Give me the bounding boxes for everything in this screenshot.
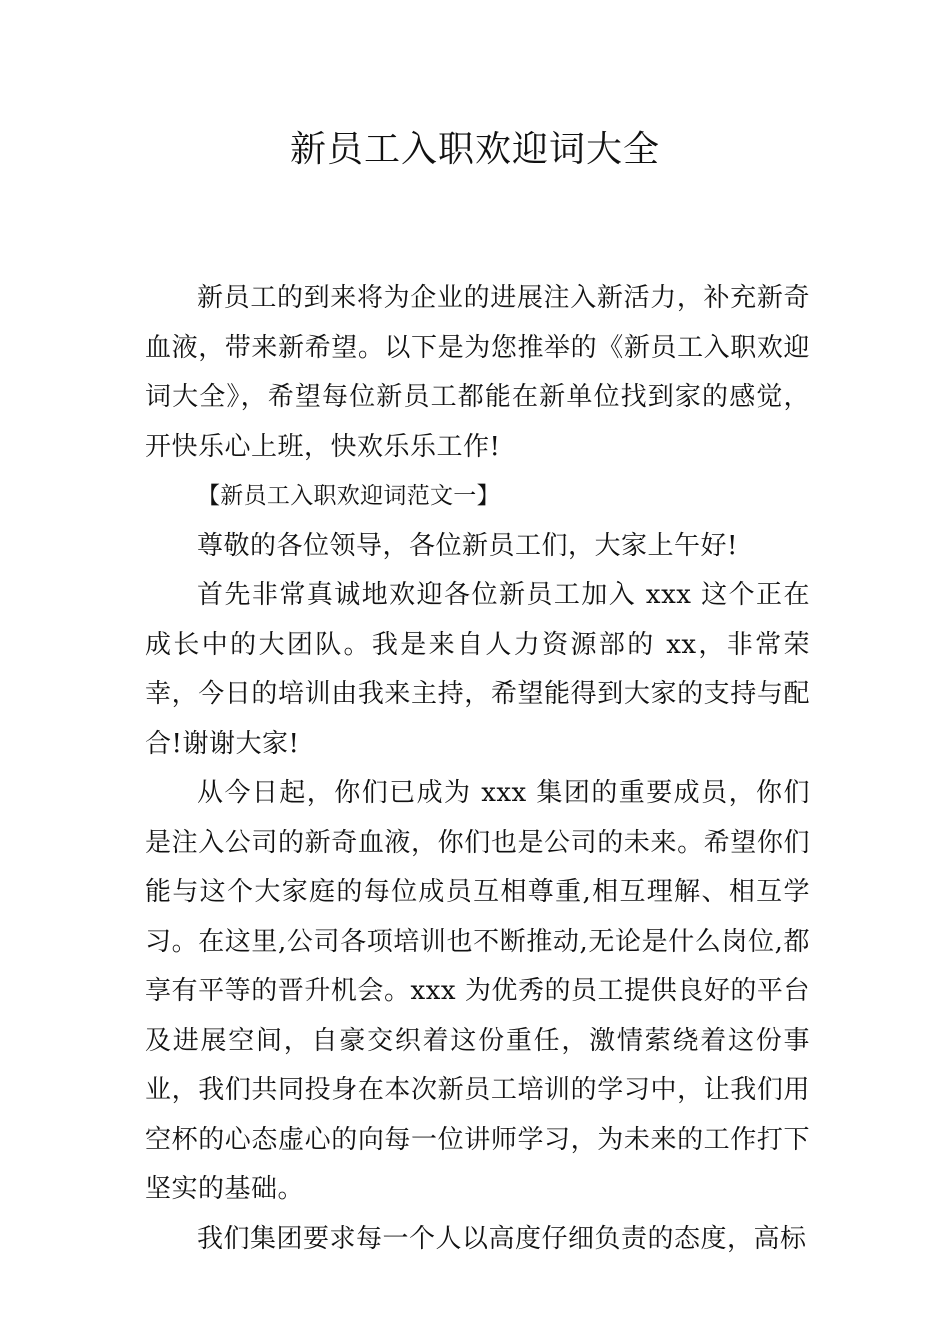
body-paragraph: 从今日起，你们已成为 xxx 集团的重要成员，你们是注入公司的新奇血液，你们也是公司的未来。希望你们能与这个大家庭的每位成员互相尊重,相互理解、相互学习。在这里,公司各项培训也不断推动,无论是什么岗位,都享有平等的晋升机会。xxx 为优秀的员工提供良好的平台及进展空间，自豪交织着这份重任，激情萦绕着这份事业，我们共同投身在本次新员工培训的学习中，让我们用空杯的心态虚心的向每一位讲师学习，为未来的工作打下坚实的基础。 xyxy=(145,778,810,1204)
document-body xyxy=(145,274,810,1264)
intro-paragraph: 新员工的到来将为企业的进展注入新活力，补充新奇血液，带来新希望。以下是为您推举的《新员工入职欢迎词大全》，希望每位新员工都能在新单位找到家的感觉，开快乐心上班，快欢乐乐工作! xyxy=(145,283,810,462)
welcome-paragraph: 首先非常真诚地欢迎各位新员工加入 xxx 这个正在成长中的大团队。我是来自人力资源部的 xx，非常荣幸，今日的培训由我来主持，希望能得到大家的支持与配合!谢谢大家! xyxy=(145,580,810,759)
greeting-paragraph: 尊敬的各位领导，各位新员工们，大家上午好! xyxy=(197,530,738,561)
continued-paragraph: 我们集团要求每一个人以高度仔细负责的态度，高标 xyxy=(197,1223,807,1254)
document-title: 新员工入职欢迎词大全 xyxy=(289,129,660,170)
section-heading: 【新员工入职欢迎词范文一】 xyxy=(197,483,500,509)
